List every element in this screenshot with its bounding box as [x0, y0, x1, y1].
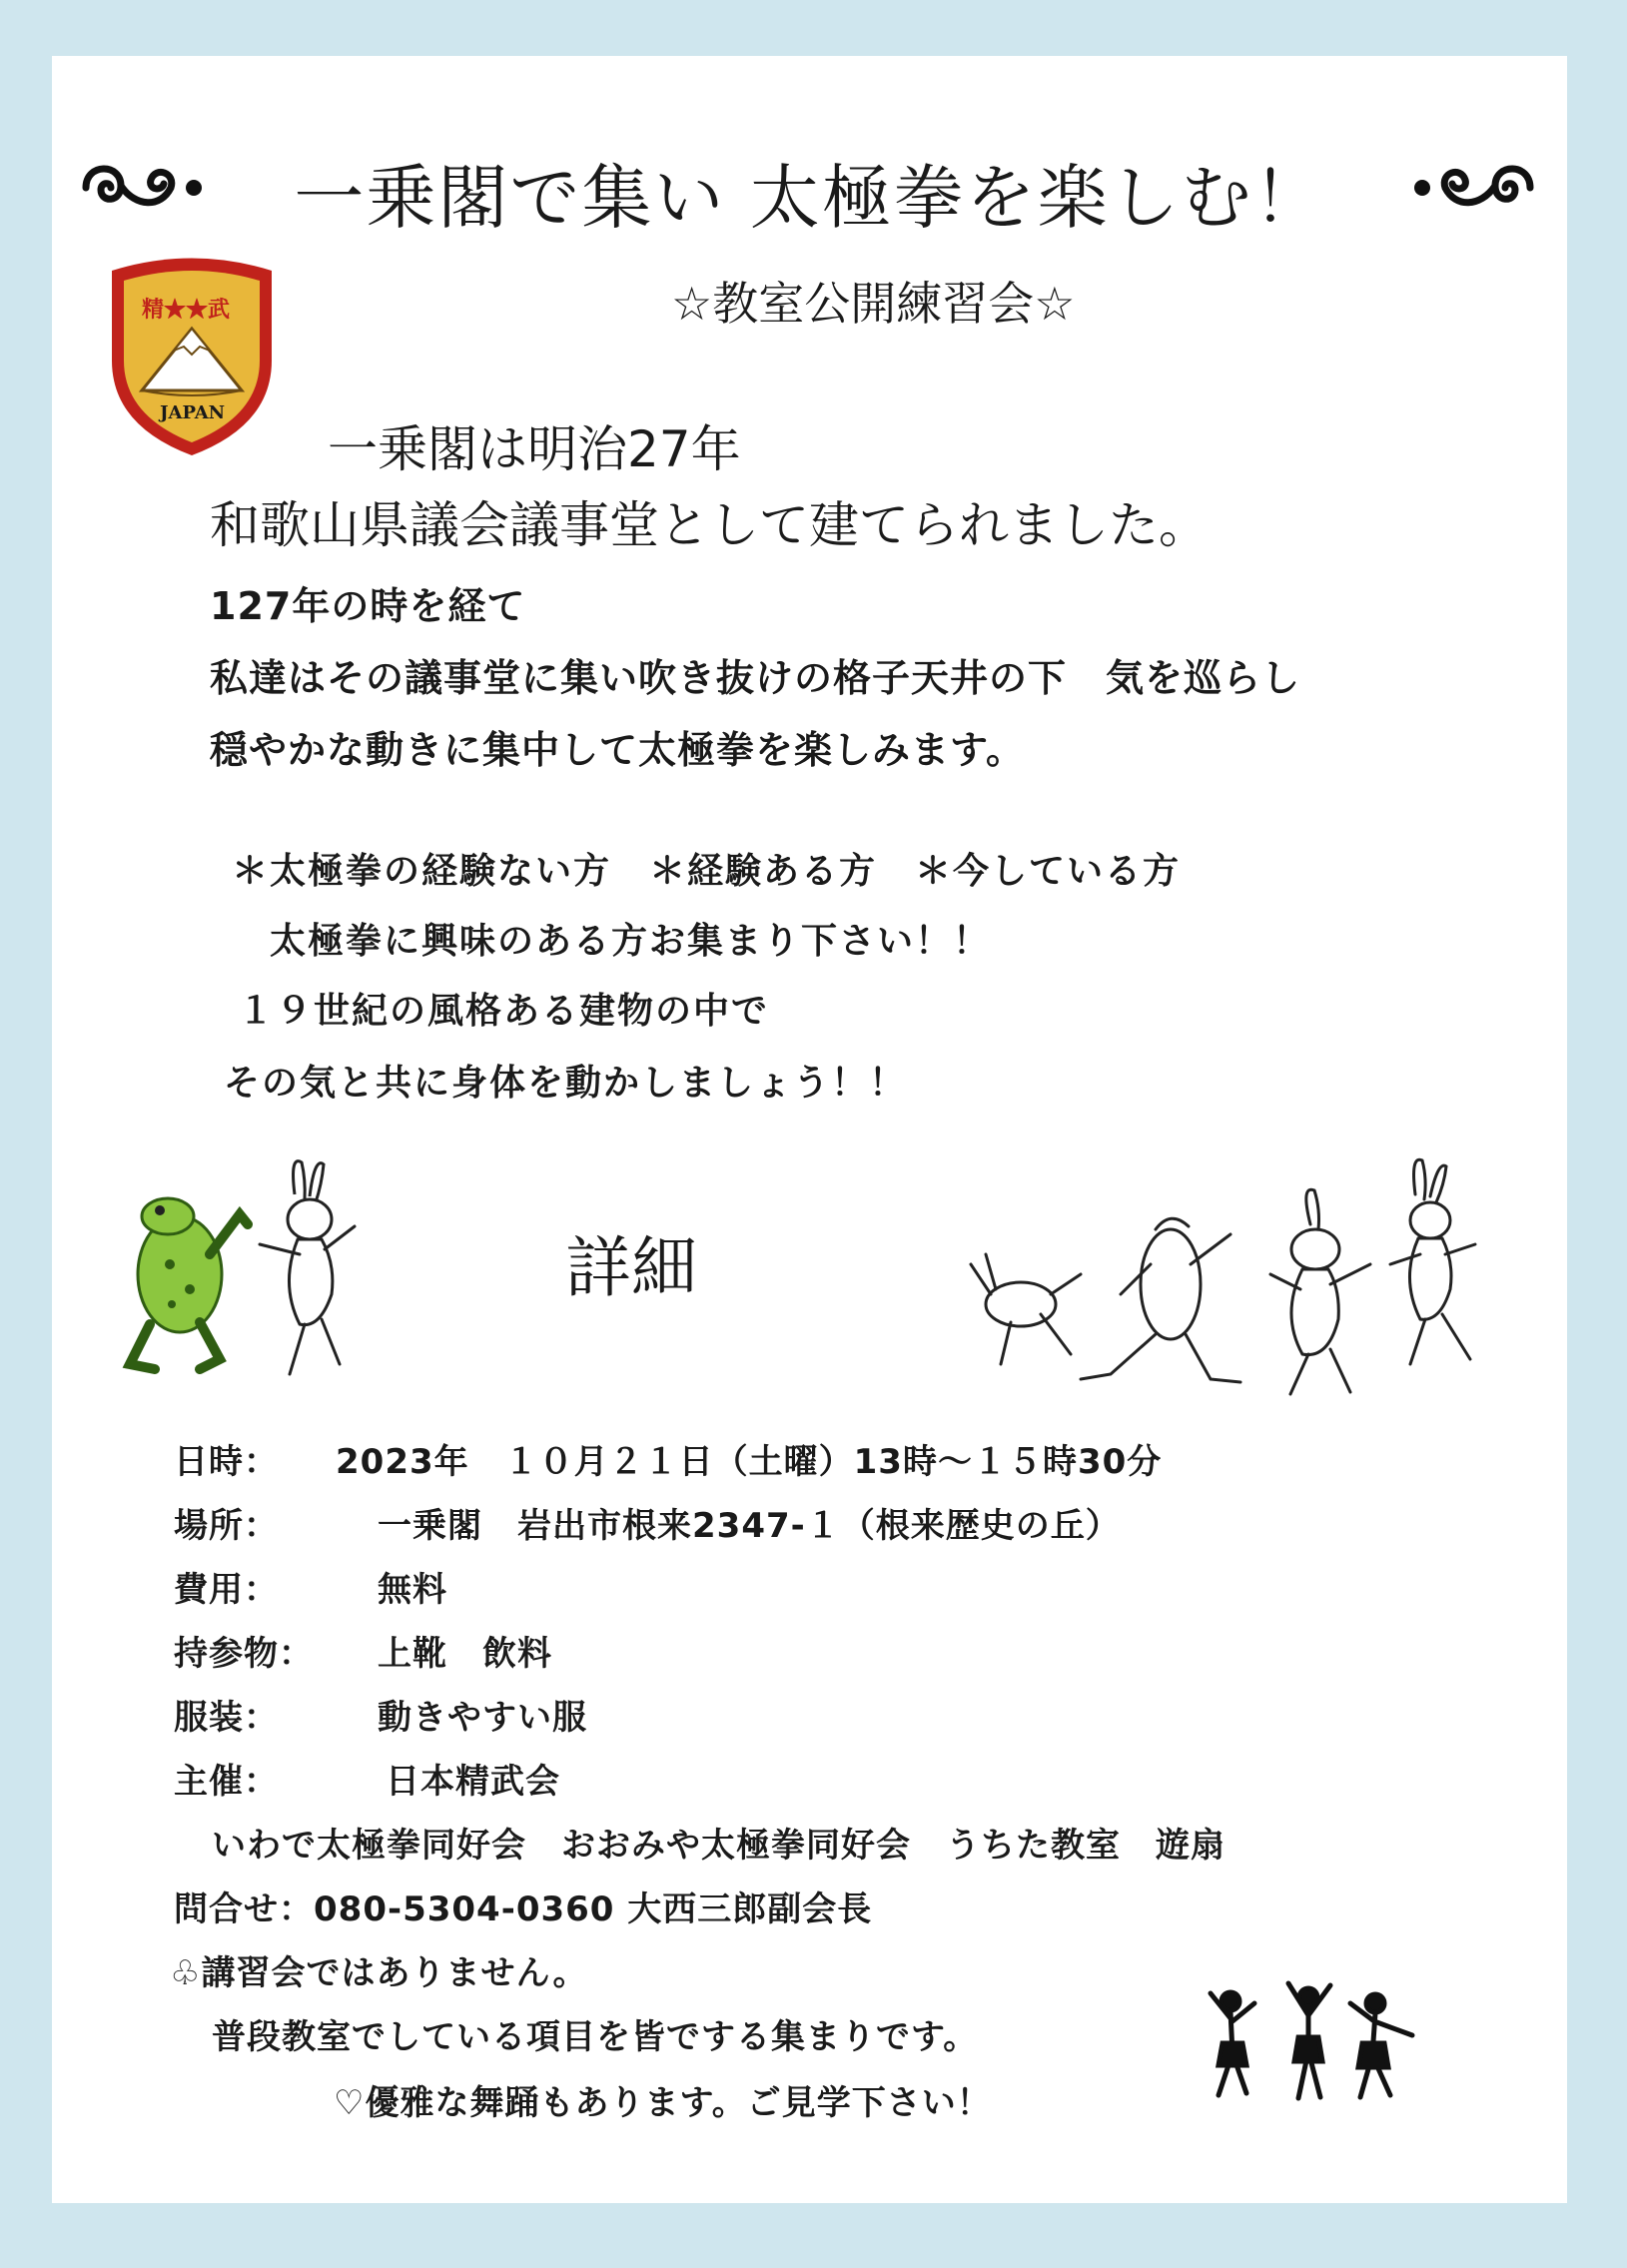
body-line-3: 穏やかな動きに集中して太極拳を楽しみます。 — [210, 728, 1025, 772]
note-line-3: ♡優雅な舞踊もあります。ご見学下さい！ — [334, 2083, 992, 2123]
rabbit-icon — [971, 1254, 1081, 1364]
detail-label-attire: 服装： — [174, 1698, 279, 1738]
invite-line-4: その気と共に身体を動かしましょう！！ — [224, 1063, 908, 1104]
detail-label-fee: 費用： — [174, 1570, 279, 1610]
detail-value-bring: 上靴 飲料 — [378, 1634, 552, 1674]
seibukai-emblem — [102, 251, 282, 460]
rabbit-icon — [1270, 1189, 1370, 1394]
detail-value-host: 日本精武会 — [386, 1762, 560, 1802]
rabbit-icon — [1390, 1159, 1475, 1364]
animal-scroll-illustration — [931, 1154, 1500, 1414]
flyer-sheet — [52, 56, 1567, 2203]
page-title: 一乗閣で集い 太極拳を楽しむ！ — [294, 157, 1325, 239]
invite-line-3: １９世紀の風格ある建物の中で — [238, 991, 770, 1032]
frog-icon — [1081, 1218, 1240, 1382]
dancers-silhouette — [1191, 1973, 1430, 2113]
detail-label-host: 主催： — [174, 1762, 279, 1802]
invite-line-2: 太極拳に興味のある方お集まり下さい！！ — [270, 921, 992, 962]
emblem-top-text: 精★★武 — [142, 297, 231, 323]
body-line-2: 私達はその議事堂に集い吹き抜けの格子天井の下 気を巡らし — [210, 656, 1301, 700]
emblem-bottom-text: JAPAN — [160, 402, 226, 423]
detail-value-datetime: 2023年 １０月２１日（土曜）13時～１５時30分 — [336, 1442, 1163, 1482]
shield-icon — [102, 251, 282, 460]
intro-line-1: 一乗閣は明治27年 — [328, 420, 741, 478]
detail-label-place: 場所： — [174, 1506, 279, 1546]
note-line-2: 普段教室でしている項目を皆でする集まりです。 — [212, 2017, 979, 2057]
dancer-icon — [1211, 1992, 1254, 2095]
intro-line-2: 和歌山県議会議事堂として建てられました。 — [210, 496, 1209, 554]
details-heading: 詳細 — [565, 1229, 697, 1306]
rabbit-icon — [260, 1161, 355, 1374]
detail-value-place: 一乗閣 岩出市根来2347-１（根来歴史の丘） — [378, 1506, 1121, 1546]
detail-label-datetime: 日時： — [174, 1442, 279, 1482]
detail-value-attire: 動きやすい服 — [378, 1698, 587, 1738]
contact: 問合せ：080-5304-0360 大西三郎副会長 — [174, 1890, 873, 1929]
subtitle: ☆教室公開練習会☆ — [671, 277, 1076, 331]
detail-label-bring: 持参物： — [174, 1634, 314, 1674]
dancer-icon — [1350, 1994, 1412, 2097]
invite-line-1: ＊太極拳の経験ない方 ＊経験ある方 ＊今している方 — [232, 851, 1182, 892]
body-line-1: 127年の時を経て — [210, 584, 526, 628]
cohosts: いわで太極拳同好会 おおみや太極拳同好会 うちた教室 遊扇 — [212, 1826, 1225, 1866]
frog-icon — [130, 1198, 248, 1369]
detail-value-fee: 無料 — [378, 1570, 447, 1610]
note-line-1: ♧講習会ではありません。 — [170, 1953, 588, 1993]
frog-rabbit-illustration — [110, 1154, 370, 1394]
dancer-icon — [1288, 1983, 1330, 2098]
